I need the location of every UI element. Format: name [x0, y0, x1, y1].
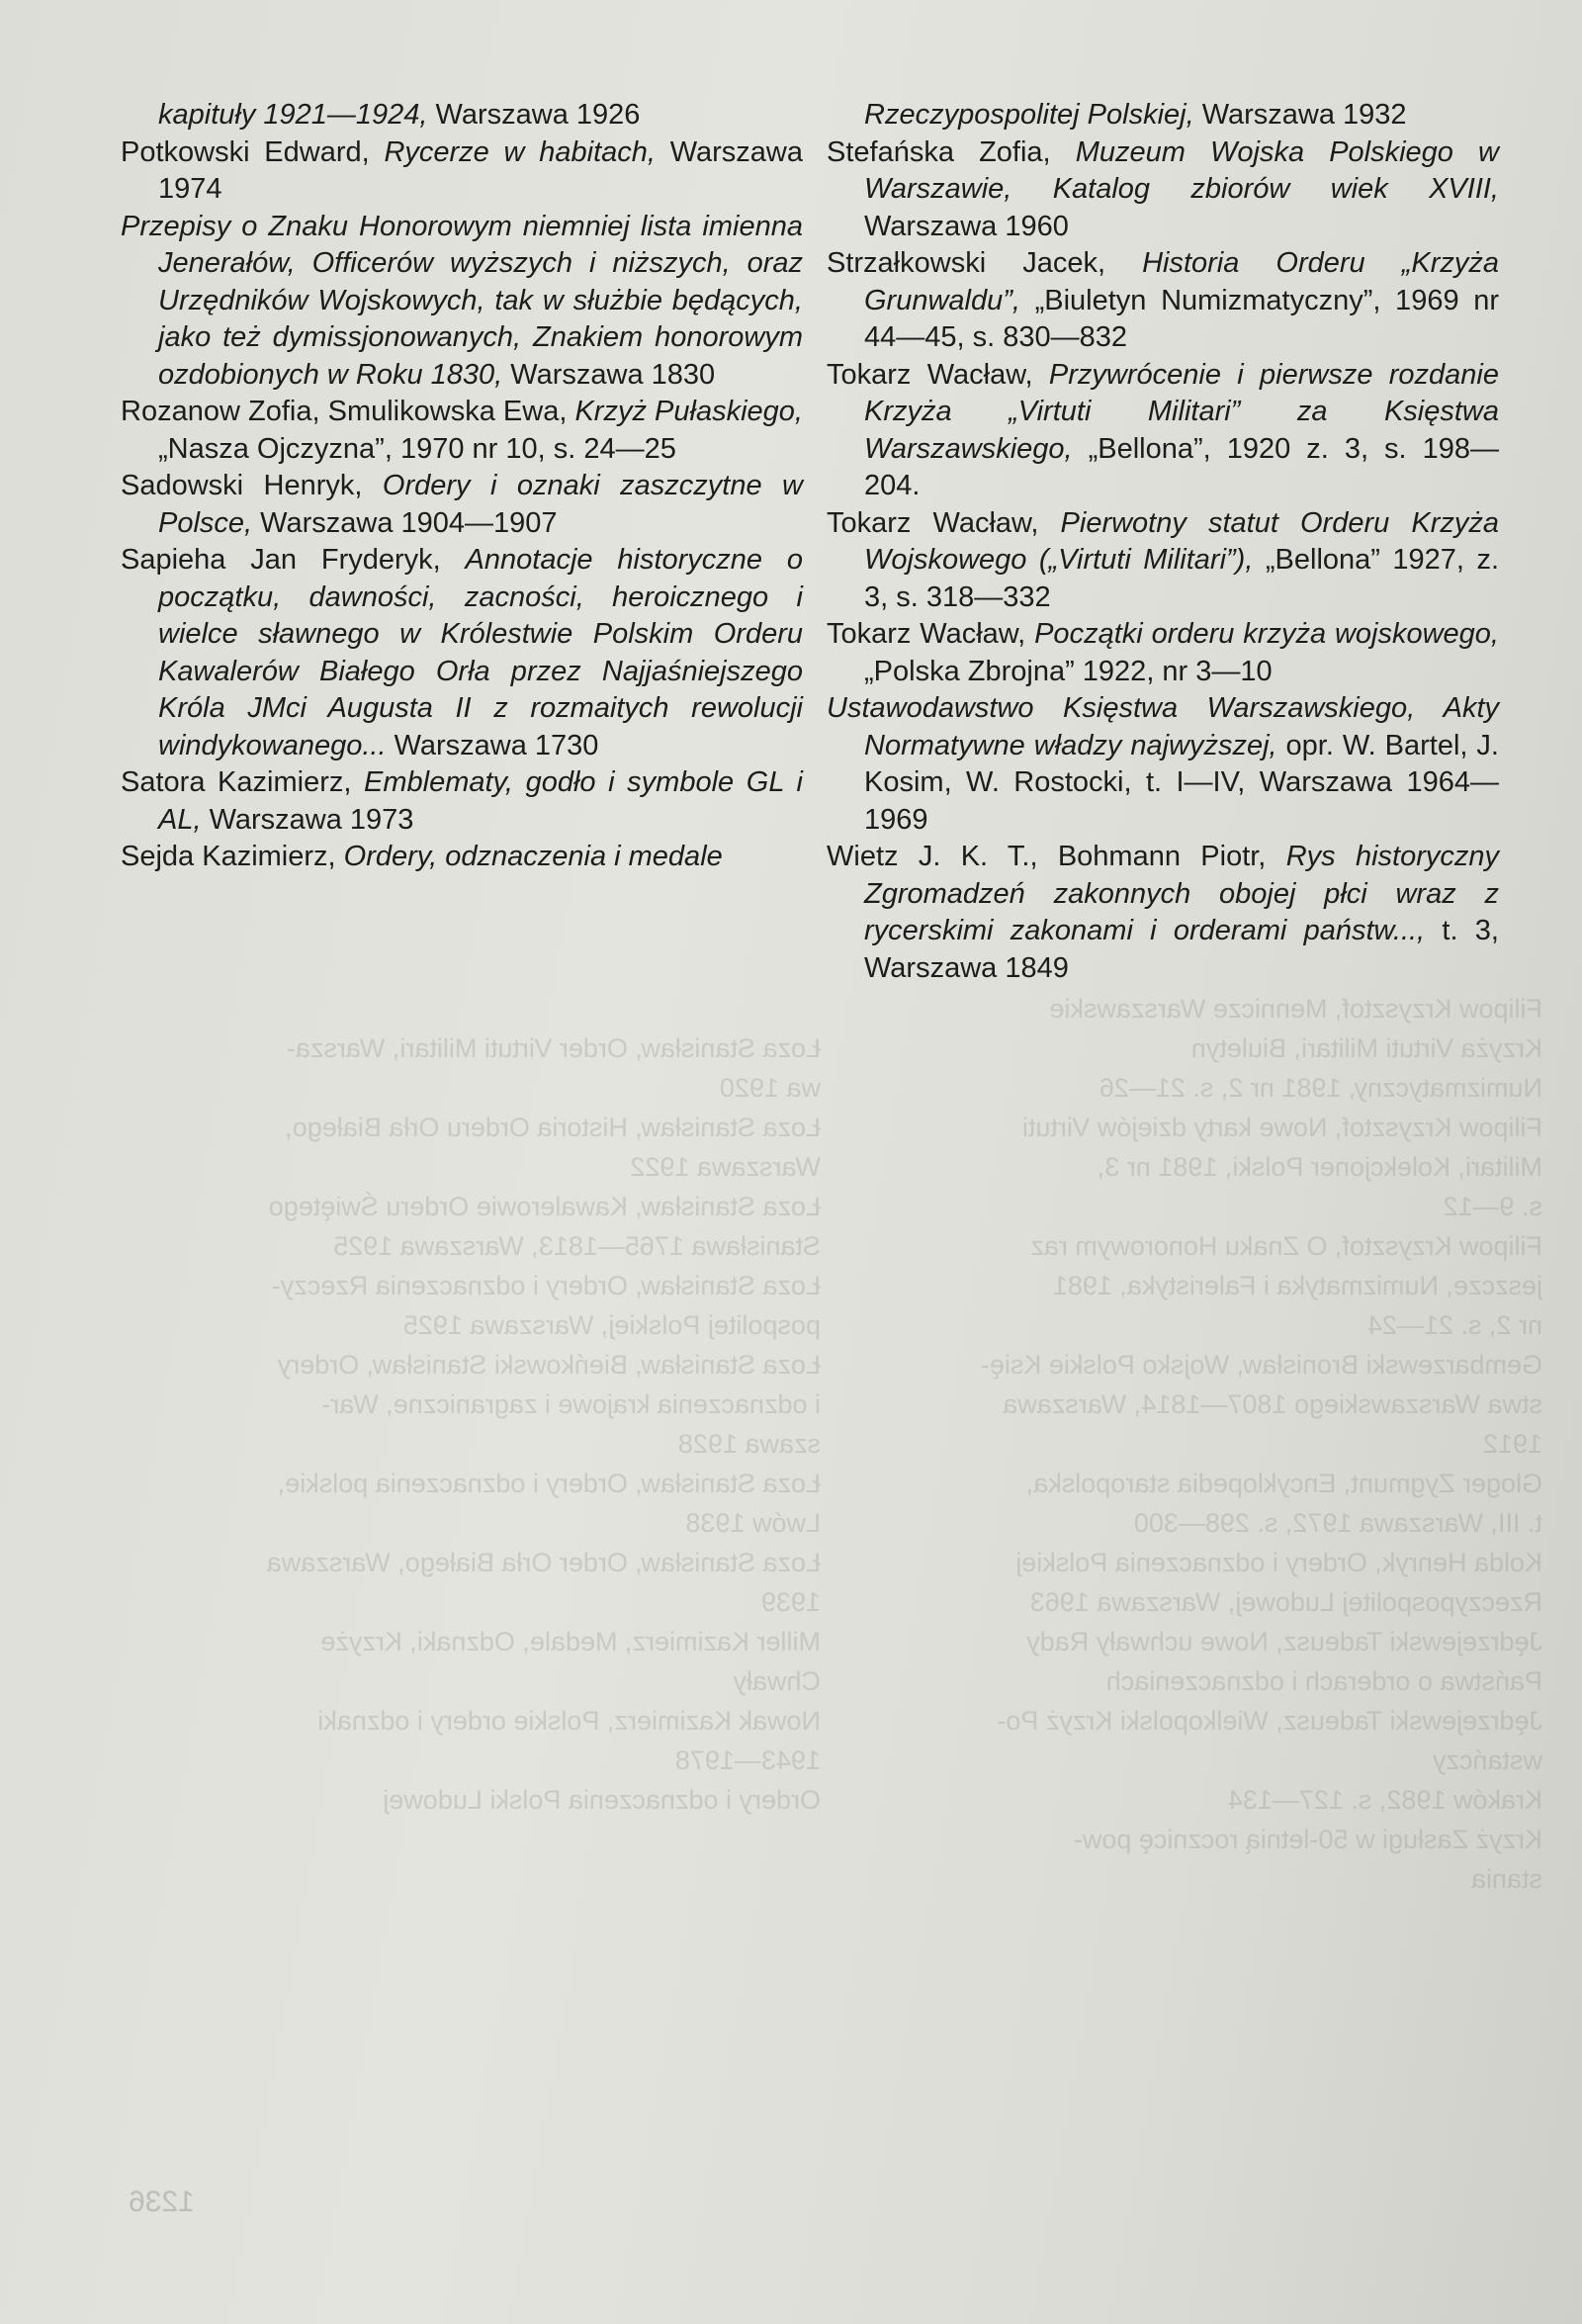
- bleedthrough-line: Jędrzejewski Tadeusz, Wielkopolski Krzyż Po-: [997, 1706, 1542, 1736]
- bleedthrough-line: Gloger Zygmunt, Encyklopedia staropolska,: [1025, 1469, 1542, 1498]
- entry-title: Rys historyczny Zgromadzeń zakonnych obojej płci wraz z rycerskimi zakonami i orderami państw...,: [864, 841, 1499, 946]
- bibliography-entry: [827, 357, 1499, 505]
- bleedthrough-line: Łoza Stanisław, Order Virtuti Militari, Warsza-: [286, 1033, 821, 1063]
- bleedthrough-line: Łoza Stanisław, Bieńkowski Stanisław, Ordery: [277, 1350, 821, 1380]
- bleedthrough-line: 1912: [1482, 1429, 1542, 1459]
- bleedthrough-line: Numizmatyczny, 1981 nr 2, s. 21—26: [1099, 1073, 1542, 1103]
- bleedthrough-line: Krzyża Virtuti Militari, Biuletyn: [1190, 1033, 1542, 1063]
- bleedthrough-line: Łoza Stanisław, Historia Orderu Orła Białego,: [285, 1113, 821, 1142]
- bleedthrough-line: Łoza Stanisław, Kawalerowie Orderu Świętego: [268, 1192, 821, 1221]
- bleedthrough-line: Lwów 1938: [685, 1508, 821, 1538]
- bleedthrough-line: jeszcze, Numizmatyka i Faleristyka, 1981: [1052, 1271, 1542, 1300]
- entry-publication: Warszawa 1974: [158, 135, 803, 205]
- entry-publication: „Biuletyn Numizmatyczny”, 1969 nr 44—45, s. 830—832: [864, 284, 1499, 353]
- entry-author: Rozanow Zofia, Smulikowska Ewa,: [121, 396, 575, 427]
- entry-publication: Warszawa 1973: [201, 803, 414, 836]
- bleedthrough-line: i odznaczenia krajowe i zagraniczne, War-: [321, 1389, 821, 1419]
- entry-publication: Warszawa 1830: [502, 358, 716, 391]
- entry-publication: „Bellona” 1927, z. 3, s. 318—332: [864, 544, 1499, 613]
- entry-publication: Warszawa 1932: [1193, 99, 1407, 131]
- entry-author: Sadowski Henryk,: [121, 470, 383, 501]
- bibliography-column-right: [827, 97, 1499, 987]
- bleedthrough-line: Filipow Krzysztof, O Znaku Honorowym raz: [1030, 1231, 1542, 1261]
- entry-author: Stefańska Zofia,: [827, 135, 1076, 168]
- entry-author: Strzałkowski Jacek,: [827, 247, 1143, 279]
- bleedthrough-line: wa 1920: [719, 1073, 821, 1103]
- bleedthrough-line: Stanisława 1765—1813, Warszawa 1925: [333, 1231, 821, 1261]
- bleedthrough-line: stania: [1470, 1864, 1542, 1894]
- bibliography-entry: [121, 97, 803, 134]
- entry-title: kapituły 1921—1924,: [158, 99, 428, 131]
- bibliography-entry: [121, 134, 803, 209]
- entry-publication: „Nasza Ojczyzna”, 1970 nr 10, s. 24—25: [158, 432, 676, 465]
- entry-title: Muzeum Wojska Polskiego w Warszawie, Katalog zbiorów wiek XVIII,: [864, 135, 1499, 205]
- bibliography-entry: [827, 134, 1499, 246]
- entry-publication: opr. W. Bartel, J. Kosim, W. Rostocki, t. I—IV, Warszawa 1964—1969: [864, 729, 1499, 836]
- entry-author: Wietz J. K. T., Bohmann Piotr,: [827, 841, 1286, 872]
- bibliography-entry: [121, 764, 803, 839]
- bleedthrough-line: Państwa o orderach i odznaczeniach: [1105, 1666, 1542, 1696]
- entry-title: Ordery i oznaki zaszczytne w Polsce,: [158, 470, 803, 539]
- bleedthrough-line: pospolitej Polskiej, Warszawa 1925: [402, 1310, 821, 1340]
- entry-publication: t. 3, Warszawa 1849: [864, 915, 1499, 984]
- bibliography-entry: [121, 394, 803, 468]
- bleedthrough-line: s. 9—12: [1443, 1192, 1542, 1221]
- bibliography-entry: [827, 616, 1499, 690]
- bleedthrough-line: 1939: [760, 1587, 821, 1617]
- bleedthrough-line: Ordery i odznaczenia Polski Ludowej: [383, 1785, 821, 1815]
- entry-title: Ustawodawstwo Księstwa Warszawskiego, Akty Normatywne władzy najwyższej,: [827, 692, 1499, 761]
- bleedthrough-line: Kolda Henryk, Ordery i odznaczenia Polskiej: [1015, 1548, 1542, 1577]
- entry-publication: Warszawa 1926: [427, 99, 641, 131]
- bleedthrough-line: Łoza Stanisław, Ordery i odznaczenia polskie,: [277, 1469, 821, 1498]
- entry-title: Annotacje historyczne o początku, dawności, zacności, heroicznego i wielce sławnego w Królestwie Polskim Orderu Kawalerów Białego Orła przez Najjaśniejszego Króla JMci Augusta II z rozmaitych rewolucji windykowanego...: [158, 544, 804, 761]
- entry-publication: Warszawa 1730: [386, 729, 599, 761]
- bibliography-entry: [827, 690, 1499, 839]
- bleedthrough-left: [129, 1028, 821, 1820]
- entry-title: Pierwotny statut Orderu Krzyża Wojskowego („Virtuti Militari”),: [864, 506, 1499, 576]
- entry-publication: „Polska Zbrojna” 1922, nr 3—10: [864, 655, 1273, 687]
- bibliography-entry: [827, 97, 1499, 134]
- bleedthrough-page-number: 1236: [129, 2186, 195, 2218]
- bleedthrough-line: Krzyż Zasługi w 50-letnią rocznicę pow-: [1073, 1825, 1542, 1854]
- bleedthrough-line: Militari, Kolekcjoner Polski, 1981 nr 3,: [1097, 1152, 1542, 1182]
- entry-author: Sejda Kazimierz,: [121, 841, 344, 872]
- bibliography-entry: [827, 245, 1499, 357]
- entry-publication: Warszawa 1960: [864, 210, 1069, 242]
- bleedthrough-line: Łoza Stanisław, Ordery i odznaczenia Rzeczy-: [271, 1271, 821, 1300]
- bibliography-entry: [121, 839, 803, 876]
- bleedthrough-line: t. III, Warszawa 1972, s. 298—300: [1133, 1508, 1542, 1538]
- bleedthrough-line: Łoza Stanisław, Order Orła Białego, Warszawa: [266, 1548, 821, 1577]
- bleedthrough-right: [850, 989, 1542, 1899]
- entry-title: Przepisy o Znaku Honorowym niemniej lista imienna Jenerałów, Officerów wyższych i niższych, oraz Urzędników Wojskowych, tak w służbie będących, jako też dymissjonowanych, Znakiem honorowym ozdobionych w Roku 1830,: [121, 210, 803, 391]
- bibliography-entry: [121, 542, 803, 764]
- bleedthrough-line: stwa Warszawskiego 1807—1814, Warszawa: [1003, 1389, 1542, 1419]
- bleedthrough-line: Chwały: [733, 1666, 821, 1696]
- bleedthrough-line: Rzeczypospolitej Ludowej, Warszawa 1963: [1029, 1587, 1542, 1617]
- bibliography-entry: [121, 209, 803, 395]
- bleedthrough-line: nr 2, s. 21—24: [1366, 1310, 1542, 1340]
- entry-title: Początki orderu krzyża wojskowego,: [1034, 618, 1499, 650]
- bibliography-entry: [827, 839, 1499, 987]
- bibliography-column-left: [121, 97, 803, 876]
- bleedthrough-line: Kraków 1982, s. 127—134: [1227, 1785, 1542, 1815]
- entry-title: Rycerze w habitach,: [384, 135, 656, 168]
- entry-author: Tokarz Wacław,: [827, 358, 1049, 391]
- bleedthrough-line: Warszawa 1922: [630, 1152, 821, 1182]
- bibliography-entry: [121, 468, 803, 542]
- entry-title: Ordery, odznaczenia i medale: [343, 841, 723, 872]
- entry-author: Tokarz Wacław,: [827, 506, 1061, 539]
- entry-title: Krzyż Pułaskiego,: [574, 396, 803, 427]
- bleedthrough-line: 1943—1978: [674, 1745, 821, 1775]
- entry-title: Historia Orderu „Krzyża Grunwaldu”,: [864, 247, 1499, 316]
- bleedthrough-line: Gembarzewski Bronisław, Wojsko Polskie Księ-: [980, 1350, 1542, 1380]
- bleedthrough-line: Miller Kazimierz, Medale, Odznaki, Krzyże: [320, 1627, 821, 1656]
- bleedthrough-line: wstańczy: [1432, 1745, 1542, 1775]
- bleedthrough-line: Jędrzejewski Tadeusz, Nowe uchwały Rady: [1026, 1627, 1542, 1656]
- bleedthrough-line: Filipow Krzysztof, Nowe karty dziejów Virtuti: [1021, 1113, 1542, 1142]
- entry-author: Tokarz Wacław,: [827, 618, 1035, 650]
- bleedthrough-line: szawa 1928: [677, 1429, 821, 1459]
- bleedthrough-line: Filipow Krzysztof, Mennicze Warszawskie: [1049, 994, 1542, 1024]
- entry-author: Potkowski Edward,: [121, 135, 385, 168]
- entry-title: Emblematy, godło i symbole GL i AL,: [158, 766, 803, 836]
- entry-author: Sapieha Jan Fryderyk,: [121, 544, 466, 576]
- bleedthrough-line: Nowak Kazimierz, Polskie ordery i odznaki: [317, 1706, 821, 1736]
- entry-title: Przywrócenie i pierwsze rozdanie Krzyża „Virtuti Militari” za Księstwa Warszawskiego,: [864, 358, 1499, 465]
- bibliography-entry: [827, 505, 1499, 617]
- entry-publication: Warszawa 1904—1907: [252, 506, 558, 539]
- entry-author: Satora Kazimierz,: [121, 766, 365, 798]
- entry-publication: „Bellona”, 1920 z. 3, s. 198—204.: [864, 432, 1499, 501]
- entry-title: Rzeczypospolitej Polskiej,: [864, 99, 1194, 131]
